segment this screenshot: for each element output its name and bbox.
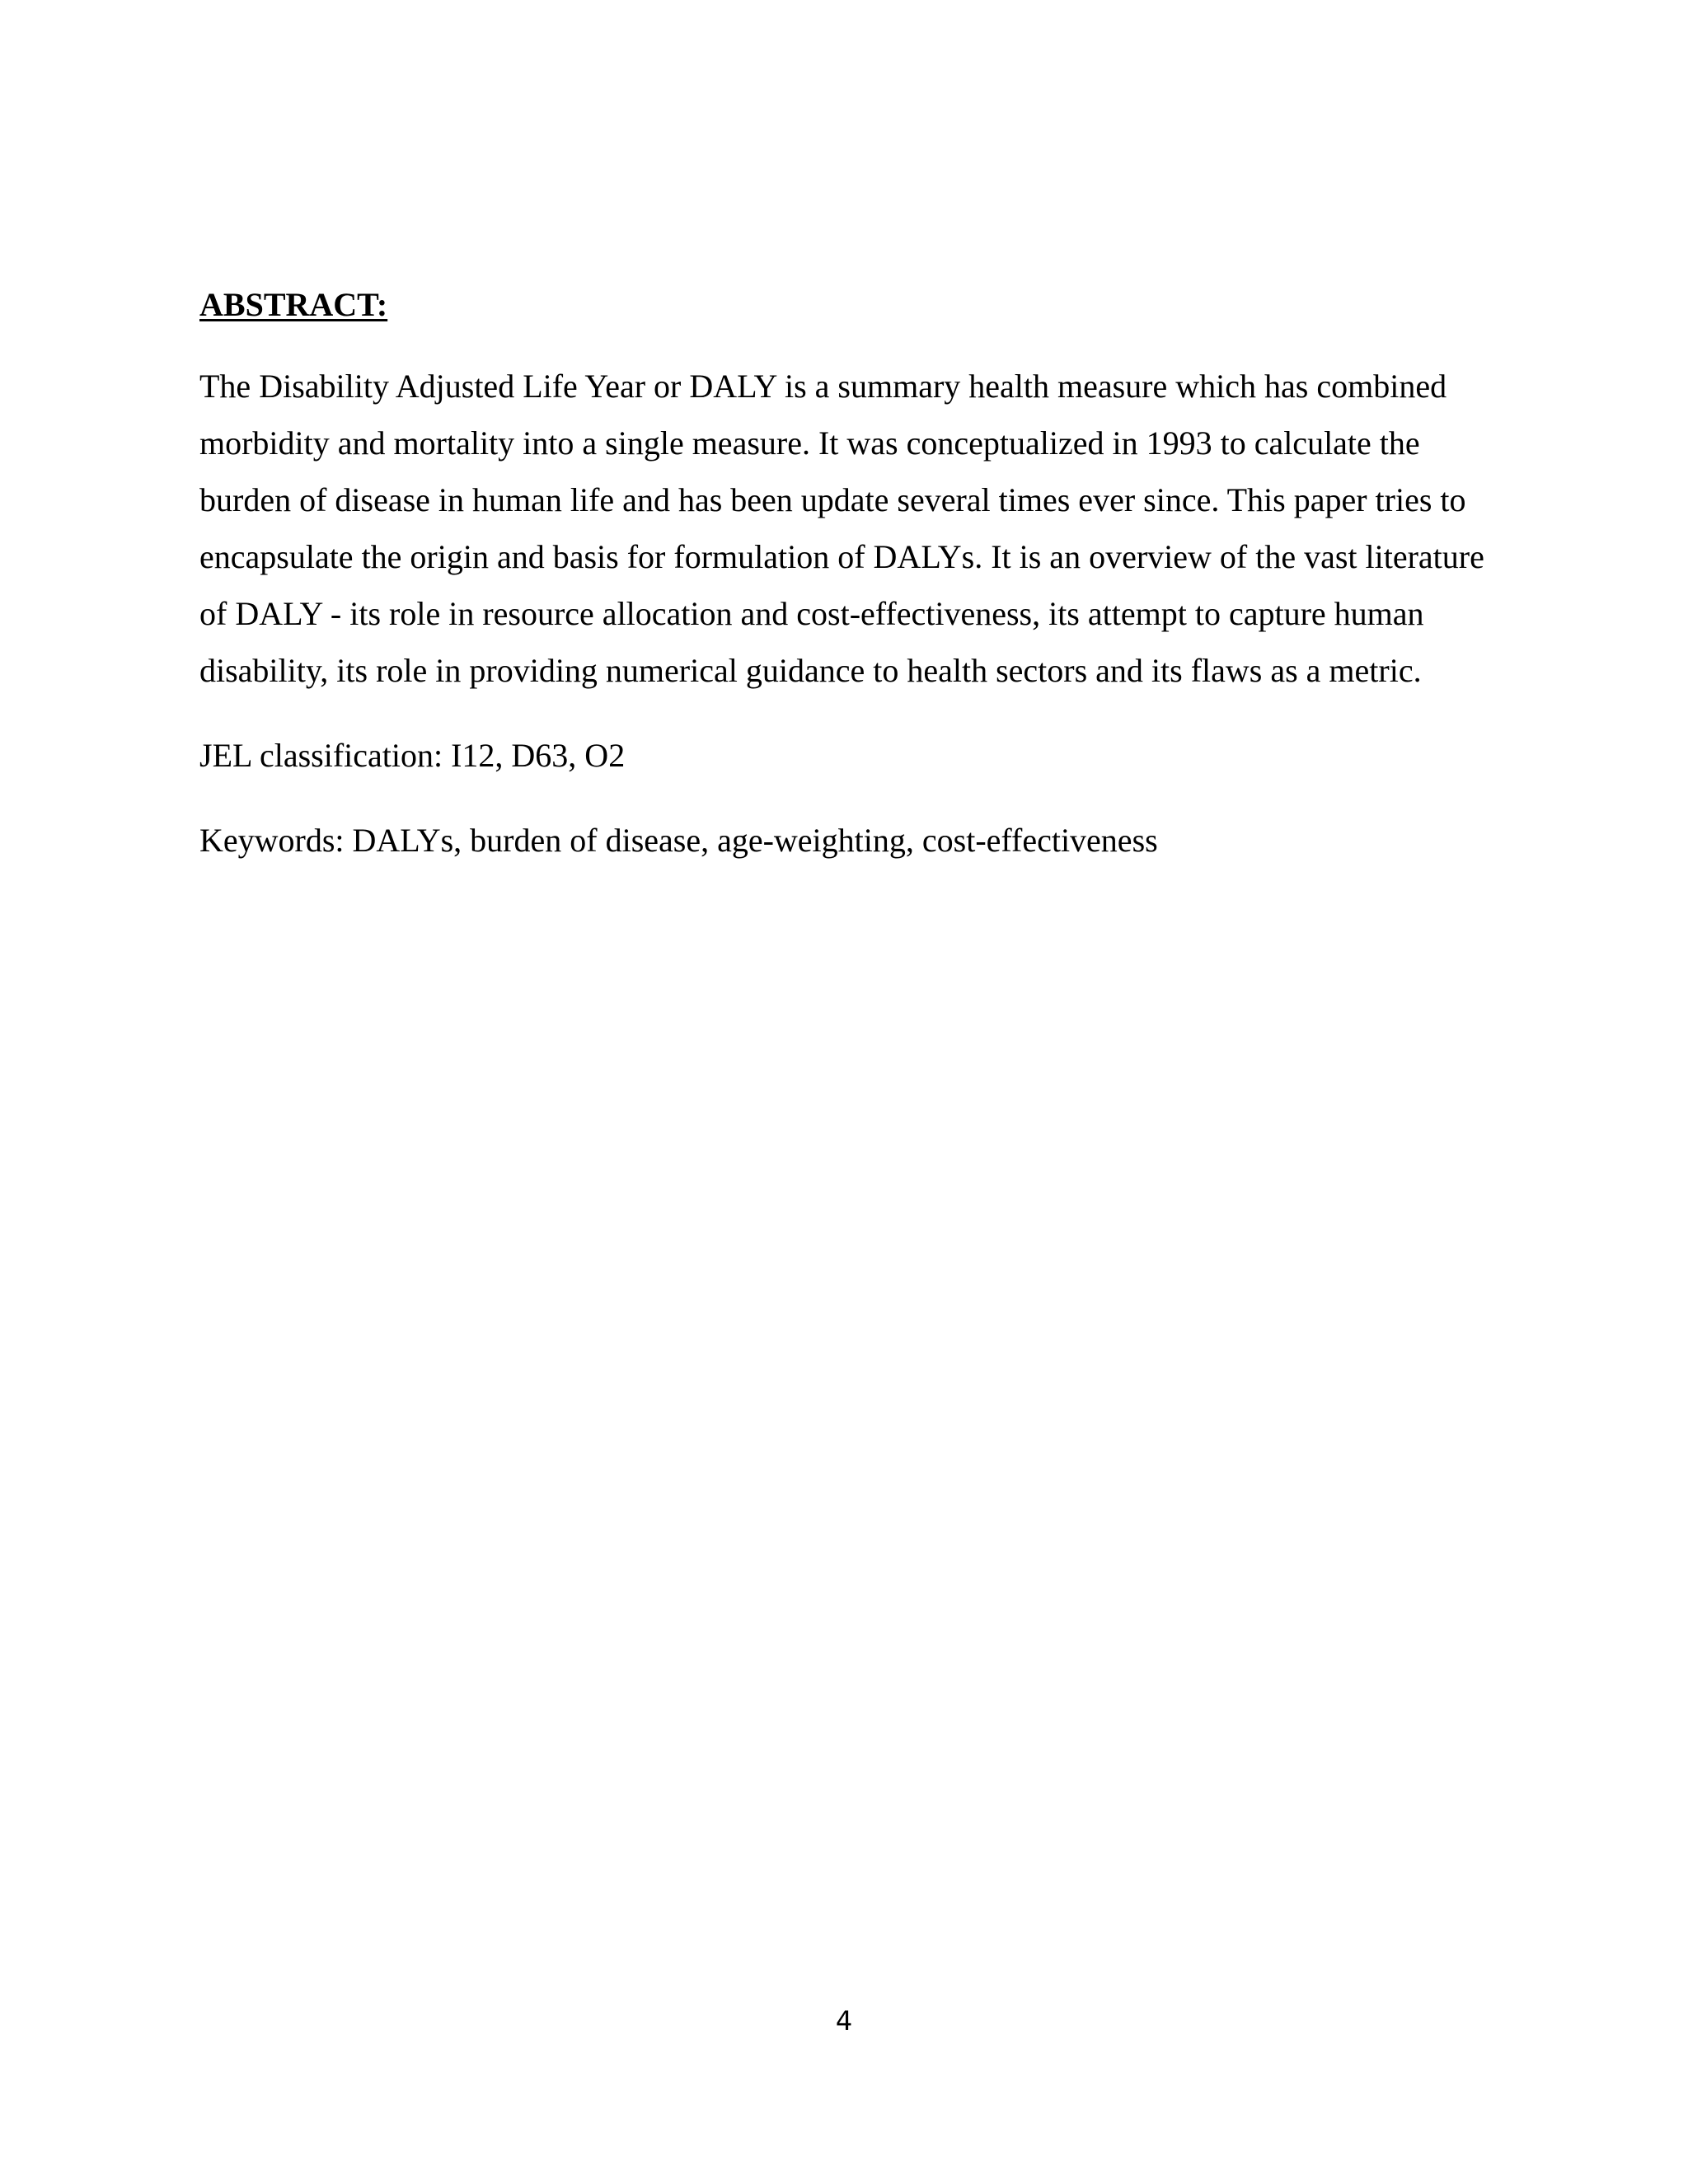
- abstract-section: [199, 280, 1485, 897]
- jel-classification: JEL classification: I12, D63, O2: [199, 737, 626, 774]
- keywords: Keywords: DALYs, burden of disease, age-weighting, cost-effectiveness: [199, 822, 1158, 859]
- abstract-body: The Disability Adjusted Life Year or DALY is a summary health measure which has combined morbidity and mortality into a single measure. It was conceptualized in 1993 to calculate the burden of disease in human life and has been update several times ever since. This paper tries to encapsulate the origin and basis for formulation of DALYs. It is an overview of the vast literature of DALY - its role in resource allocation and cost-effectiveness, its attempt to capture human disability, its role in providing numerical guidance to health sectors and its flaws as a metric.: [199, 368, 1484, 689]
- abstract-heading: ABSTRACT:: [199, 286, 388, 323]
- page-number: 4: [835, 2005, 853, 2036]
